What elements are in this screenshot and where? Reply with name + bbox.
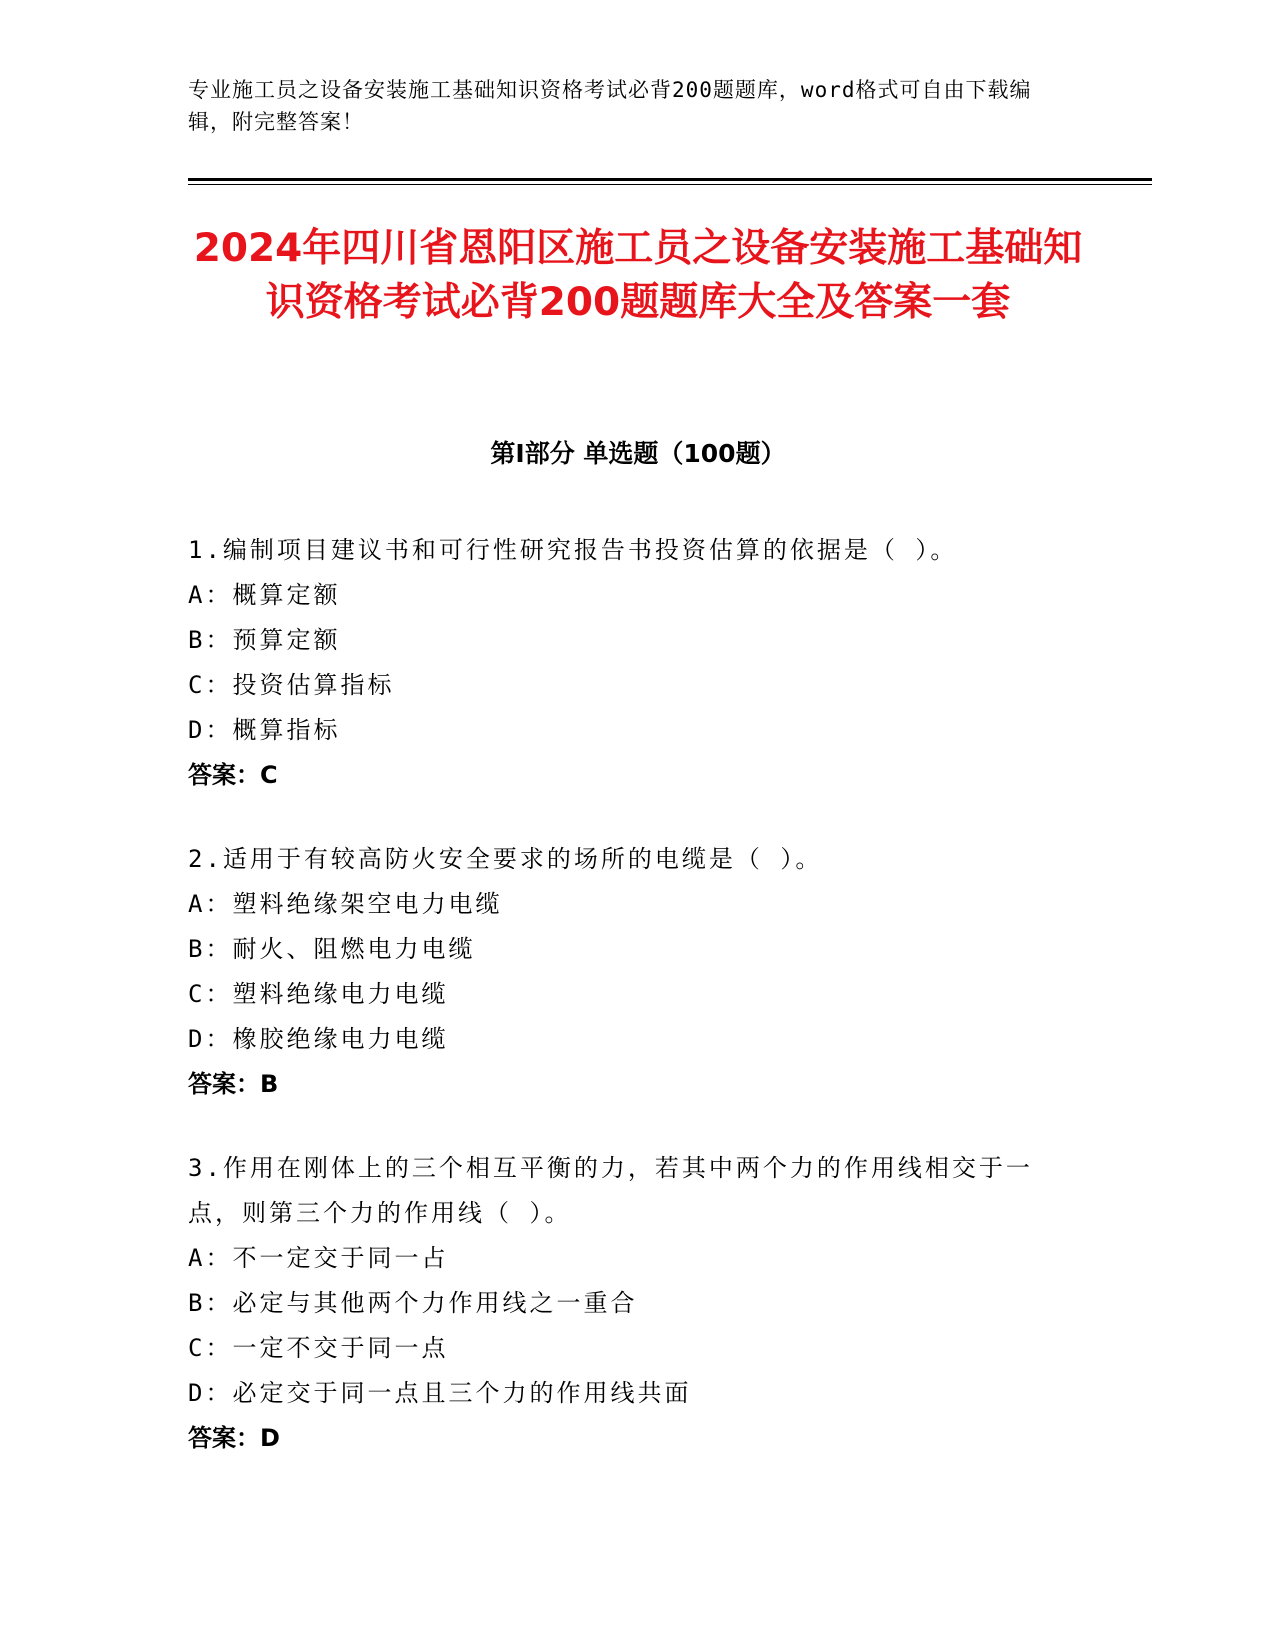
question-2 — [188, 837, 1068, 1107]
header-note: 专业施工员之设备安装施工基础知识资格考试必背200题题库，word格式可自由下载编辑，附完整答案！ — [188, 78, 1032, 134]
header-divider-thin — [188, 184, 1152, 185]
option-d: D：必定交于同一点且三个力的作用线共面 — [188, 1379, 692, 1407]
option-a: A：塑料绝缘架空电力电缆 — [188, 890, 503, 918]
option-d: D：橡胶绝缘电力电缆 — [188, 1025, 449, 1053]
question-1 — [188, 528, 1068, 798]
option-a: A：不一定交于同一占 — [188, 1244, 449, 1272]
question-stem: 2.适用于有较高防火安全要求的场所的电缆是（ ）。 — [188, 845, 823, 873]
question-3 — [188, 1146, 1068, 1461]
option-b: B：预算定额 — [188, 626, 341, 654]
option-a: A：概算定额 — [188, 581, 341, 609]
answer: 答案：D — [188, 1424, 280, 1452]
answer: 答案：B — [188, 1070, 279, 1098]
section-title: 第Ⅰ部分 单选题（100题） — [490, 439, 786, 468]
option-b: B：必定与其他两个力作用线之一重合 — [188, 1289, 638, 1317]
option-c: C：投资估算指标 — [188, 671, 395, 699]
option-b: B：耐火、阻燃电力电缆 — [188, 935, 476, 963]
option-c: C：塑料绝缘电力电缆 — [188, 980, 449, 1008]
question-list — [188, 528, 1068, 1500]
question-stem: 1.编制项目建议书和可行性研究报告书投资估算的依据是（ ）。 — [188, 536, 958, 564]
option-d: D：概算指标 — [188, 716, 341, 744]
answer: 答案：C — [188, 761, 278, 789]
question-stem: 3.作用在刚体上的三个相互平衡的力，若其中两个力的作用线相交于一点，则第三个力的作用线（ ）。 — [188, 1154, 1033, 1227]
document-title: 2024年四川省恩阳区施工员之设备安装施工基础知识资格考试必背200题题库大全及答案一套 — [193, 226, 1083, 325]
option-c: C：一定不交于同一点 — [188, 1334, 449, 1362]
header-divider-thick — [188, 178, 1152, 181]
